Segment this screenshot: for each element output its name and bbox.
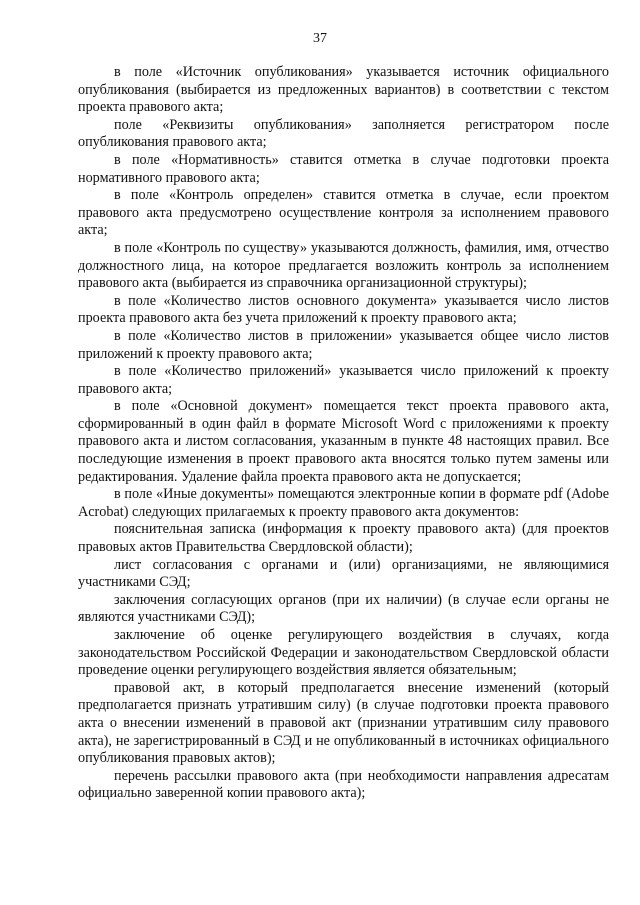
- paragraph-appendix-sheets-count: в поле «Количество листов в приложении» указывается общее число листов приложений к проекту правового акта;: [78, 327, 609, 362]
- paragraph-main-sheets-count: в поле «Количество листов основного документа» указывается число листов проекта правового акта без учета приложений к проекту правового акта;: [78, 292, 609, 327]
- paragraph-control-substance: в поле «Контроль по существу» указываются должность, фамилия, имя, отчество должностного лица, на которое предлагается возложить контроль за исполнением правового акта (выбирается из справочника организационной структуры);: [78, 239, 609, 292]
- paragraph-amended-act: правовой акт, в который предполагается внесение изменений (который предполагается признать утратившим силу) (в случае подготовки проекта правового акта о внесении изменений в правовой акт (признании утратившим силу правового акта), не зарегистрированный в СЭД и не опубликованный в источниках официального опубликования правовых актов);: [78, 679, 609, 767]
- paragraph-control-defined: в поле «Контроль определен» ставится отметка в случае, если проектом правового акта предусмотрено осуществление контроля за исполнением правового акта;: [78, 187, 609, 239]
- paragraph-publication-details: поле «Реквизиты опубликования» заполняется регистратором после опубликования правового акта;: [78, 116, 609, 151]
- paragraph-distribution-list: перечень рассылки правового акта (при необходимости направления адресатам официально заверенной копии правового акта);: [78, 767, 609, 802]
- paragraph-main-document: в поле «Основной документ» помещается текст проекта правового акта, сформированный в один файл в формате Microsoft Word с приложениями к проекту правового акта и листом согласования, указанным в пункте 48 настоящих правил. Все последующие изменения в проект правового акта вносятся только путем замены или редактирования. Удаление файла проекта правового акта не допускается;: [78, 398, 609, 485]
- paragraph-other-documents: в поле «Иные документы» помещаются электронные копии в формате pdf (Adobe Acrobat) следующих прилагаемых к проекту правового акта документов:: [78, 486, 609, 520]
- paragraph-appendix-count: в поле «Количество приложений» указывается число приложений к проекту правового акта;: [78, 363, 609, 397]
- paragraph-approving-bodies: заключения согласующих органов (при их наличии) (в случае если органы не являются участниками СЭД);: [78, 591, 609, 626]
- body-text: [78, 64, 609, 803]
- paragraph-normativity: в поле «Нормативность» ставится отметка в случае подготовки проекта нормативного правового акта;: [78, 151, 609, 186]
- paragraph-approval-sheet: лист согласования с органами и (или) организациями, не являющимися участниками СЭД;: [78, 556, 609, 591]
- paragraph-explanatory-note: пояснительная записка (информация к проекту правового акта) (для проектов правовых актов Правительства Свердловской области);: [78, 521, 609, 556]
- page-number: 37: [313, 31, 327, 46]
- paragraph-source-field: в поле «Источник опубликования» указывается источник официального опубликования (выбирается из предложенных вариантов) в соответствии с текстом проекта правового акта;: [78, 64, 609, 116]
- paragraph-regulatory-impact: заключение об оценке регулирующего воздействия в случаях, когда законодательством Российской Федерации и законодательством Свердловской области проведение оценки регулирующего воздействия является обязательным;: [78, 627, 609, 679]
